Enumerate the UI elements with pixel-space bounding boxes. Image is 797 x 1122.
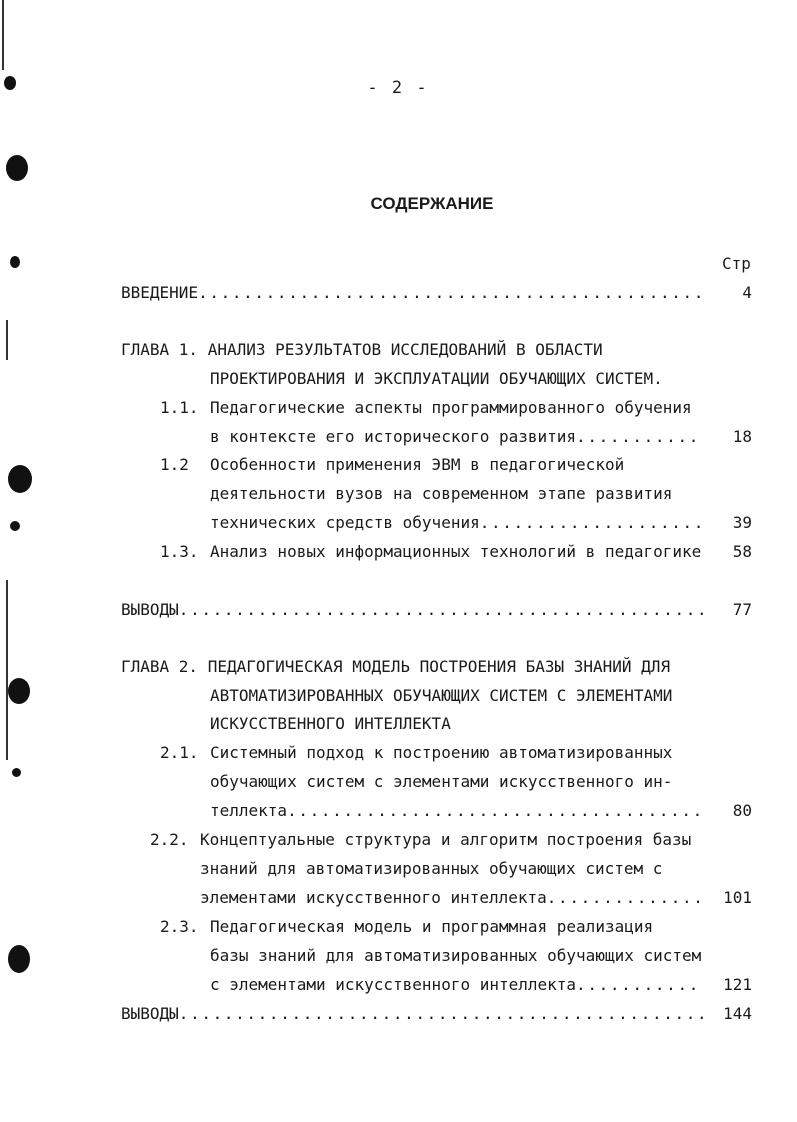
section-number: 2.3. xyxy=(160,917,199,936)
toc-page: 80 xyxy=(732,801,752,820)
chapter-2-title-cont2: ИСКУССТВЕННОГО ИНТЕЛЛЕКТА xyxy=(210,714,451,733)
chapter-1-title-cont: ПРОЕКТИРОВАНИЯ И ЭКСПЛУАТАЦИИ ОБУЧАЮЩИХ СИСТЕМ. xyxy=(210,369,663,388)
section-2-1-title: Системный подход к построению автоматизированных xyxy=(210,743,673,762)
section-number: 2.2. xyxy=(150,830,189,849)
binding-hole-2 xyxy=(6,155,28,181)
section-1-1-title-cont: в контексте его исторического развития . . . xyxy=(210,427,703,447)
page-number: - 2 - xyxy=(367,78,429,98)
section-1-1-title: Педагогические аспекты программированного обучения xyxy=(210,398,692,417)
toc-page: 144 xyxy=(723,1004,752,1023)
binding-hole-3 xyxy=(10,256,20,268)
section-1-2-title-cont2: технических средств обучения . . . xyxy=(210,513,703,533)
section-2-1-title-cont: обучающих систем с элементами искусственного ин- xyxy=(210,772,673,791)
toc-entry-conclusions-2: ВЫВОДЫ . . . xyxy=(121,1004,703,1024)
toc-page: 18 xyxy=(732,427,752,446)
toc-page: 101 xyxy=(723,888,752,907)
binding-hole-6 xyxy=(8,678,30,704)
leader-dots xyxy=(576,975,703,995)
section-2-2-title-cont: знаний для автоматизированных обучающих систем с xyxy=(200,859,663,878)
toc-entry-conclusions-1: ВЫВОДЫ . . . xyxy=(121,600,703,620)
binding-hole-8 xyxy=(8,945,30,973)
binding-hole-5 xyxy=(10,521,20,531)
toc-page: 77 xyxy=(732,600,752,619)
chapter-2-title-cont: АВТОМАТИЗИРОВАННЫХ ОБУЧАЮЩИХ СИСТЕМ С ЭЛЕМЕНТАМИ xyxy=(210,686,673,705)
page-column-header: Стр xyxy=(722,254,751,273)
binding-edge-line-3 xyxy=(6,580,8,760)
leader-dots xyxy=(179,600,703,620)
section-2-3-title-cont: базы знаний для автоматизированных обучающих систем xyxy=(210,946,702,965)
toc-label: ВВЕДЕНИЕ xyxy=(121,283,199,302)
toc-page: 58 xyxy=(732,542,752,561)
chapter-2-title: ГЛАВА 2. ПЕДАГОГИЧЕСКАЯ МОДЕЛЬ ПОСТРОЕНИЯ БАЗЫ ЗНАНИЙ ДЛЯ xyxy=(121,657,671,676)
toc-page: 121 xyxy=(723,975,752,994)
section-2-2-title: Концептуальные структура и алгоритм построения базы xyxy=(200,830,692,849)
binding-edge-line-1 xyxy=(2,0,4,70)
section-2-2-title-cont2: элементами искусственного интеллекта . . . xyxy=(200,888,703,908)
binding-hole-7 xyxy=(12,768,21,777)
leader-dots xyxy=(480,513,703,533)
leader-dots xyxy=(287,801,703,821)
section-2-3-title: Педагогическая модель и программная реализация xyxy=(210,917,654,936)
section-number: 1.3. xyxy=(160,542,199,561)
toc-page: 4 xyxy=(742,283,752,302)
binding-edge-line-2 xyxy=(6,320,8,360)
toc-page: 39 xyxy=(732,513,752,532)
section-number: 2.1. xyxy=(160,743,199,762)
section-1-3-title: Анализ новых информационных технологий в педагогике xyxy=(210,542,702,561)
binding-hole-1 xyxy=(4,76,16,90)
leader-dots xyxy=(179,1004,703,1024)
page-title: СОДЕРЖАНИЕ xyxy=(370,194,494,213)
leader-dots xyxy=(198,283,703,303)
chapter-1-title: ГЛАВА 1. АНАЛИЗ РЕЗУЛЬТАТОВ ИССЛЕДОВАНИЙ В ОБЛАСТИ xyxy=(121,340,603,359)
section-number: 1.1. xyxy=(160,398,199,417)
leader-dots xyxy=(547,888,703,908)
leader-dots xyxy=(576,427,703,447)
section-1-2-title-cont: деятельности вузов на современном этапе развития xyxy=(210,484,673,503)
section-2-3-title-cont2: с элементами искусственного интеллекта . . . xyxy=(210,975,703,995)
section-2-1-title-cont2: теллекта . . . xyxy=(210,801,703,821)
section-number: 1.2 xyxy=(160,455,189,474)
section-1-2-title: Особенности применения ЭВМ в педагогической xyxy=(210,455,625,474)
toc-entry-intro xyxy=(121,283,703,303)
binding-hole-4 xyxy=(8,465,32,493)
